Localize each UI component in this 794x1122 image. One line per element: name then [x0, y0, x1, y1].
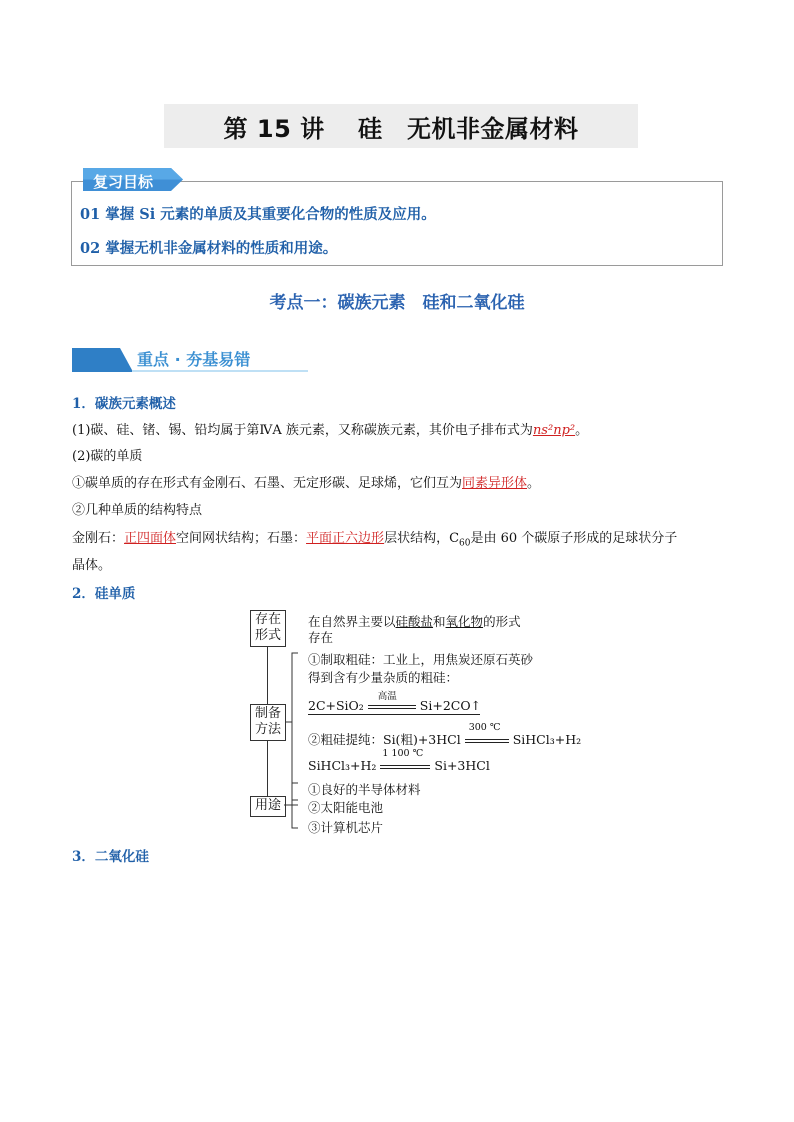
- part1-p5-text-a: 金刚石：: [72, 531, 125, 546]
- brace-uses: [284, 782, 300, 830]
- existence-line-2: 存在: [308, 630, 334, 645]
- box-preparation: [250, 704, 286, 741]
- box-existence-line1: 存在: [254, 612, 281, 627]
- box-uses: 用途: [250, 796, 286, 817]
- objective-item-1: 01 掌握 Si 元素的单质及其重要化合物的性质及应用。: [80, 206, 436, 223]
- part3-heading: 3．二氧化硅: [72, 849, 149, 865]
- part1-paragraph-5: [72, 527, 677, 549]
- use-item-2: ②太阳能电池: [308, 800, 384, 815]
- box-existence-line2: 形式: [254, 628, 281, 643]
- equation-2: [308, 721, 582, 748]
- brace-preparation: [284, 652, 300, 802]
- eq3-condition: 1 100 ℃: [382, 747, 424, 759]
- eq2-condition: 300 ℃: [468, 721, 501, 733]
- part1-paragraph-3: [72, 472, 540, 491]
- eq2-right: SiHCl₃+H₂: [512, 732, 582, 747]
- prep-line-1: ①制取粗硅：工业上，用焦炭还原石英砂: [308, 652, 534, 667]
- answer-graphite-structure: 平面正六边形: [306, 531, 385, 546]
- answer-valence-config: ns²np²: [532, 423, 576, 438]
- silicon-diagram: [244, 606, 582, 838]
- part1-heading: 1．碳族元素概述: [72, 396, 176, 412]
- existence-text-c: 的形式: [483, 614, 521, 629]
- eq2-condition-arrow: [465, 721, 509, 748]
- existence-text-b: 和: [433, 614, 446, 629]
- equation-3: [308, 747, 490, 774]
- part2-heading: 2．硅单质: [72, 586, 136, 602]
- part1-p1-suffix: 。: [575, 423, 589, 438]
- answer-diamond-structure: 正四面体: [124, 531, 177, 546]
- part1-p3-suffix: 。: [527, 476, 541, 491]
- use-item-3: ③计算机芯片: [308, 820, 384, 835]
- existence-oxide: 氧化物: [445, 614, 484, 629]
- part1-paragraph-2: (2)碳的单质: [72, 449, 143, 464]
- eq3-right: Si+3HCl: [434, 758, 490, 773]
- eq3-condition-arrow: [380, 747, 430, 774]
- use-item-1: ①良好的半导体材料: [308, 782, 421, 797]
- box-preparation-line1: 制备: [254, 706, 281, 721]
- page-title: 第 15 讲 硅 无机非金属材料: [223, 115, 579, 143]
- prep-line-2: 得到含有少量杂质的粗硅：: [308, 670, 459, 685]
- eq2-left: ②粗硅提纯：Si(粗)+3HCl: [308, 732, 461, 747]
- part1-p5-text-c: 层状结构，C: [384, 531, 460, 546]
- objectives-tab-label: 复习目标: [93, 173, 154, 191]
- existence-silicate: 硅酸盐: [395, 614, 434, 629]
- part1-paragraph-1: [72, 419, 588, 438]
- part1-p5-text-d: 是由 60 个碳原子形成的足球状分子: [470, 531, 678, 546]
- c60-subscript: 60: [459, 538, 471, 549]
- eq3-left: SiHCl₃+H₂: [308, 758, 377, 773]
- part1-p1-text: (1)碳、硅、锗、锡、铅均属于第ⅣA 族元素，又称碳族元素，其价电子排布式为: [72, 423, 533, 438]
- eq1-condition: 高温: [377, 690, 397, 702]
- eq1-right: Si+2CO↑: [419, 698, 482, 713]
- objective-item-2: 02 掌握无机非金属材料的性质和用途。: [80, 240, 338, 257]
- box-existence: [250, 610, 286, 647]
- answer-allotrope: 同素异形体: [462, 476, 528, 491]
- equation-1: [308, 690, 482, 714]
- existence-line-1: [308, 612, 521, 630]
- box-preparation-line2: 方法: [254, 722, 281, 737]
- part1-p5-text-b: 空间网状结构；石墨：: [176, 531, 307, 546]
- part1-p3-text: ①碳单质的存在形式有金刚石、石墨、无定形碳、足球烯，它们互为: [72, 476, 463, 491]
- eq1-left: 2C+SiO₂: [308, 698, 364, 713]
- part1-paragraph-4: ②几种单质的结构特点: [72, 503, 203, 518]
- existence-text-a: 在自然界主要以: [308, 614, 396, 629]
- part1-paragraph-6: 晶体。: [72, 558, 112, 573]
- sub-banner-label: 重点 · 夯基易错: [137, 350, 251, 369]
- section-title: 考点一：碳族元素 硅和二氧化硅: [269, 293, 525, 313]
- eq1-condition-arrow: [368, 690, 416, 714]
